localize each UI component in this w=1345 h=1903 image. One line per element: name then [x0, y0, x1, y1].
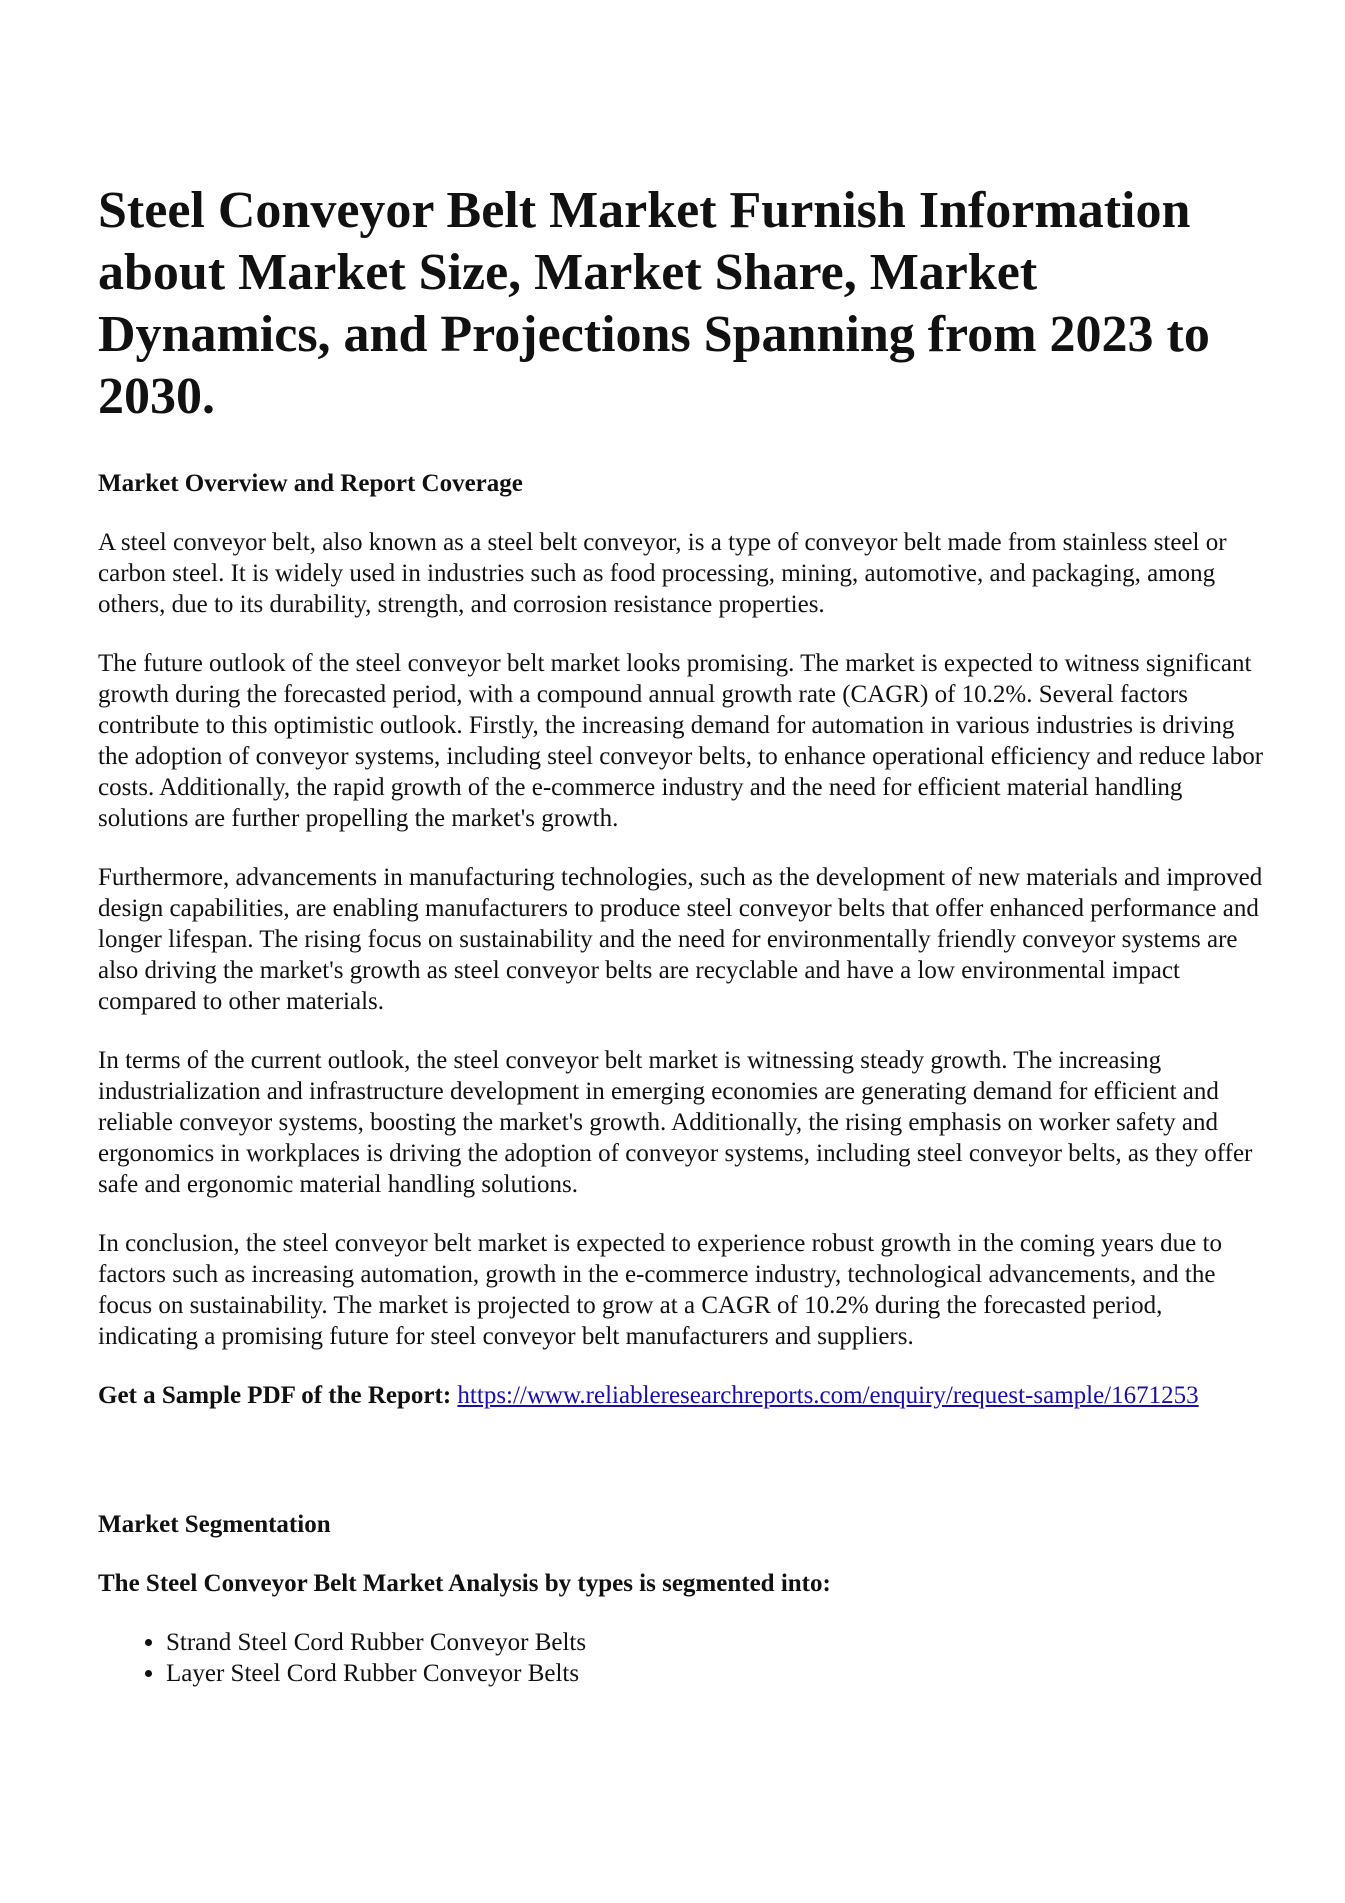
list-item: • Strand Steel Cord Rubber Conveyor Belts — [166, 1627, 1266, 1658]
types-heading: The Steel Conveyor Belt Market Analysis by types is segmented into: — [98, 1570, 831, 1597]
overview-paragraph-2: The future outlook of the steel conveyor belt market looks promising. The market is expected to witness significant growth during the forecasted period, with a compound annual growth rate (CAGR) of 10.2%. Several factors contribute to this optimistic outlook. Firstly, the increasing demand for automation in various industries is driving the adoption of conveyor systems, including steel conveyor belts, to enhance operational efficiency and reduce labor costs. Additionally, the rapid growth of the e-commerce industry and the need for efficient material handling solutions are further propelling the market's growth. — [98, 650, 1264, 832]
sample-pdf-line — [98, 1380, 1266, 1411]
types-list — [98, 1627, 1266, 1689]
document-page — [98, 180, 1266, 1689]
sample-pdf-label: Get a Sample PDF of the Report: — [98, 1382, 452, 1409]
overview-paragraph-1: A steel conveyor belt, also known as a steel belt conveyor, is a type of conveyor belt made from stainless steel or carbon steel. It is widely used in industries such as food processing, mining, automotive, and packaging, among others, due to its durability, strength, and corrosion resistance properties. — [98, 529, 1227, 618]
segmentation-heading: Market Segmentation — [98, 1511, 331, 1538]
overview-paragraph-3: Furthermore, advancements in manufacturing technologies, such as the development of new materials and improved design capabilities, are enabling manufacturers to produce steel conveyor belts that offer enhanced performance and longer lifespan. The rising focus on sustainability and the need for environmentally friendly conveyor systems are also driving the market's growth as steel conveyor belts are recyclable and have a low environmental impact compared to other materials. — [98, 864, 1263, 1015]
page-title: Steel Conveyor Belt Market Furnish Information about Market Size, Market Share, Market Dynamics, and Projections Spanning from 2023 to 2030. — [98, 182, 1210, 425]
overview-heading: Market Overview and Report Coverage — [98, 470, 523, 497]
overview-paragraph-5: In conclusion, the steel conveyor belt market is expected to experience robust growth in the coming years due to factors such as increasing automation, growth in the e-commerce industry, technological advancements, and the focus on sustainability. The market is projected to grow at a CAGR of 10.2% during the forecasted period, indicating a promising future for steel conveyor belt manufacturers and suppliers. — [98, 1230, 1222, 1350]
overview-paragraph-4: In terms of the current outlook, the steel conveyor belt market is witnessing steady growth. The increasing industrialization and infrastructure development in emerging economies are generating demand for efficient and reliable conveyor systems, boosting the market's growth. Additionally, the rising emphasis on worker safety and ergonomics in workplaces is driving the adoption of conveyor systems, including steel conveyor belts, as they offer safe and ergonomic material handling solutions. — [98, 1047, 1253, 1198]
sample-pdf-link[interactable]: https://www.reliableresearchreports.com/enquiry/request-sample/1671253 — [457, 1382, 1199, 1409]
list-item: • Layer Steel Cord Rubber Conveyor Belts — [166, 1658, 1266, 1689]
